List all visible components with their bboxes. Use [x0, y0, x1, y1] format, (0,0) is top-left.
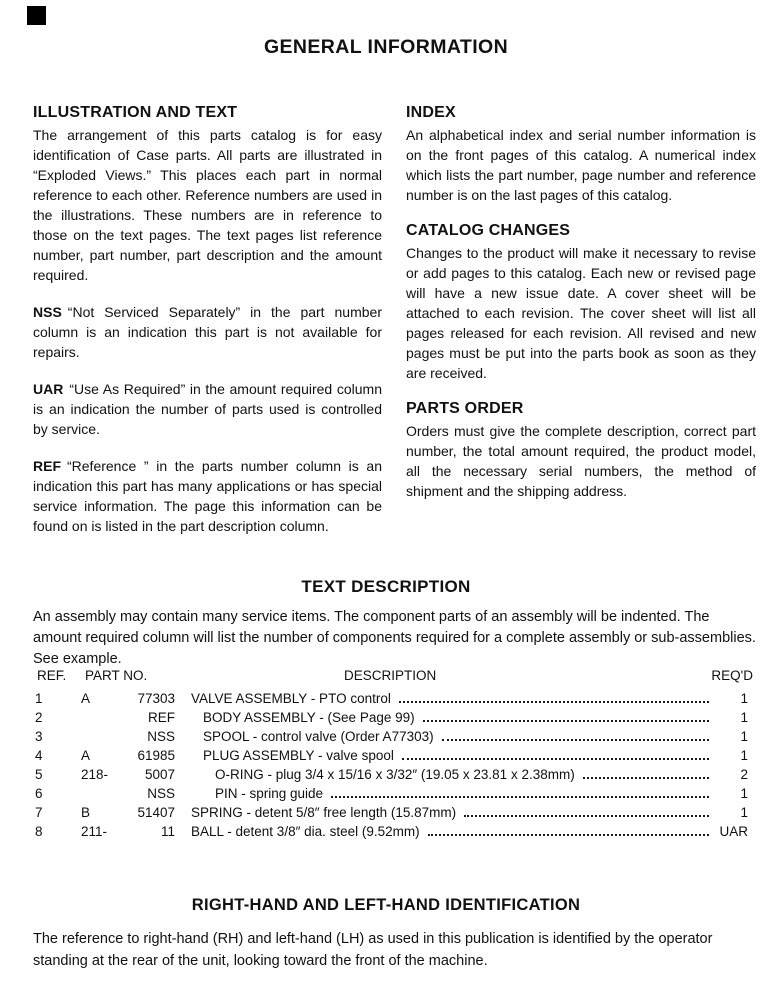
section-illustration-and-text — [33, 104, 382, 285]
header-reqd: REQ'D — [711, 668, 753, 683]
section-paragraph: Orders must give the complete description, correct part number, the total amount required, the product model, all the necessary serial numbers, the method of shipment and the shipping address. — [406, 423, 756, 499]
left-column — [33, 104, 382, 553]
cell-description: BODY ASSEMBLY - (See Page 99) — [203, 710, 415, 725]
cell-ref: 8 — [35, 824, 43, 839]
header-part-no: PART NO. — [85, 668, 148, 683]
table-row — [35, 822, 755, 841]
cell-part-number: 77303 — [137, 691, 175, 706]
section-index — [406, 104, 756, 205]
cell-reqd: 1 — [740, 748, 748, 763]
cell-ref: 5 — [35, 767, 43, 782]
parts-example-table — [35, 668, 755, 841]
cell-part-number: NSS — [147, 786, 175, 801]
cell-part-number: 11 — [160, 824, 175, 839]
text-description-heading: TEXT DESCRIPTION — [301, 577, 471, 596]
cell-ref: 6 — [35, 786, 43, 801]
cell-description: O-RING - plug 3/4 x 15/16 x 3/32″ (19.05 x 23.81 x 2.38mm) — [215, 767, 575, 782]
cell-part-number: REF — [148, 710, 175, 725]
term-definition: “Not Serviced Separately” in the part number column is an indication this part is not available for repairs. — [33, 304, 382, 360]
term-abbreviation: NSS — [33, 304, 62, 320]
table-header-row — [35, 668, 755, 689]
cell-part-number: 51407 — [137, 805, 175, 820]
table-row — [35, 746, 755, 765]
cell-part-prefix: 218- — [81, 767, 109, 782]
cell-reqd: 1 — [740, 729, 748, 744]
section-ref — [33, 456, 382, 536]
table-row — [35, 765, 755, 784]
cell-description: PLUG ASSEMBLY - valve spool — [203, 748, 394, 763]
term-definition: “Reference ” in the parts number column is an indication this part has many applications or has special service information. The page this information can be found on is listed in the part description column. — [33, 458, 382, 534]
section-nss — [33, 302, 382, 362]
section-catalog-changes — [406, 222, 756, 383]
cell-description: SPRING - detent 5/8″ free length (15.87mm) — [191, 805, 457, 820]
table-row — [35, 784, 755, 803]
section-paragraph — [33, 302, 382, 362]
rh-lh-heading: RIGHT-HAND AND LEFT-HAND IDENTIFICATION — [191, 896, 581, 914]
term-definition: “Use As Required” in the amount required column is an indication the number of parts used is controlled by service. — [33, 381, 382, 437]
cell-reqd: 1 — [740, 710, 748, 725]
section-paragraph: An alphabetical index and serial number information is on the front pages of this catalog. A numerical index which lists the part number, page number and reference number is on the last pages of this catalog. — [406, 127, 756, 203]
table-row — [35, 727, 755, 746]
scan-artifact-square — [27, 6, 46, 25]
cell-ref: 4 — [35, 748, 43, 763]
cell-ref: 1 — [35, 691, 43, 706]
cell-ref: 7 — [35, 805, 43, 820]
table-row — [35, 689, 755, 708]
cell-part-prefix: A — [81, 691, 91, 706]
dot-leader — [423, 720, 709, 722]
cell-description: BALL - detent 3/8″ dia. steel (9.52mm) — [191, 824, 420, 839]
right-column — [406, 104, 756, 518]
section-heading: ILLUSTRATION AND TEXT — [33, 104, 238, 121]
cell-description: PIN - spring guide — [215, 786, 324, 801]
section-paragraph — [33, 456, 382, 536]
section-uar — [33, 379, 382, 439]
term-abbreviation: UAR — [33, 381, 64, 397]
section-parts-order — [406, 400, 756, 501]
cell-reqd: 1 — [740, 805, 748, 820]
cell-description: VALVE ASSEMBLY - PTO control — [191, 691, 391, 706]
dot-leader — [442, 739, 709, 741]
section-heading: PARTS ORDER — [406, 400, 524, 417]
section-heading: CATALOG CHANGES — [406, 222, 571, 239]
cell-ref: 2 — [35, 710, 43, 725]
cell-part-prefix: B — [81, 805, 91, 820]
header-description: DESCRIPTION — [344, 668, 437, 683]
header-ref: REF. — [37, 668, 67, 683]
table-row — [35, 803, 755, 822]
section-paragraph — [33, 379, 382, 439]
cell-part-prefix: 211- — [81, 824, 108, 839]
cell-reqd: 2 — [740, 767, 748, 782]
section-heading: INDEX — [406, 104, 456, 121]
table-row — [35, 708, 755, 727]
dot-leader — [399, 701, 709, 703]
text-description-paragraph: An assembly may contain many service items. The component parts of an assembly will be indented. The amount required column will list the number of components required for a complete assembly or sub-assemblies. See example. — [33, 609, 756, 667]
dot-leader — [331, 796, 709, 798]
rh-lh-paragraph: The reference to right-hand (RH) and left-hand (LH) as used in this publication is identified by the operator standing at the rear of the unit, looking toward the front of the machine. — [33, 931, 713, 969]
cell-description: SPOOL - control valve (Order A77303) — [203, 729, 434, 744]
cell-part-number: 61985 — [137, 748, 175, 763]
cell-reqd: 1 — [740, 786, 748, 801]
section-paragraph: Changes to the product will make it necessary to revise or add pages to this catalog. Each new or revised page will have a new issue date. A cover sheet will be attached to each revision. The cover sheet will list all pages released for each revision. All revised and new pages must be put into the parts book as soon as they are received. — [406, 245, 756, 381]
dot-leader — [428, 834, 709, 836]
dot-leader — [583, 777, 709, 779]
page-title: GENERAL INFORMATION — [263, 36, 509, 58]
term-abbreviation: REF — [33, 458, 61, 474]
cell-ref: 3 — [35, 729, 43, 744]
cell-part-number: 5007 — [144, 767, 175, 782]
cell-part-number: NSS — [147, 729, 175, 744]
dot-leader — [464, 815, 709, 817]
section-paragraph: The arrangement of this parts catalog is for easy identification of Case parts. All parts are illustrated in “Exploded Views.” This places each part in normal reference to each other. Reference numbers are used in the illustrations. These numbers are in reference to those on the text pages. The text pages list reference number, part number, part description and the amount required. — [33, 127, 382, 283]
cell-reqd: 1 — [740, 691, 748, 706]
cell-part-prefix: A — [81, 748, 91, 763]
dot-leader — [402, 758, 709, 760]
cell-reqd: UAR — [719, 824, 748, 839]
